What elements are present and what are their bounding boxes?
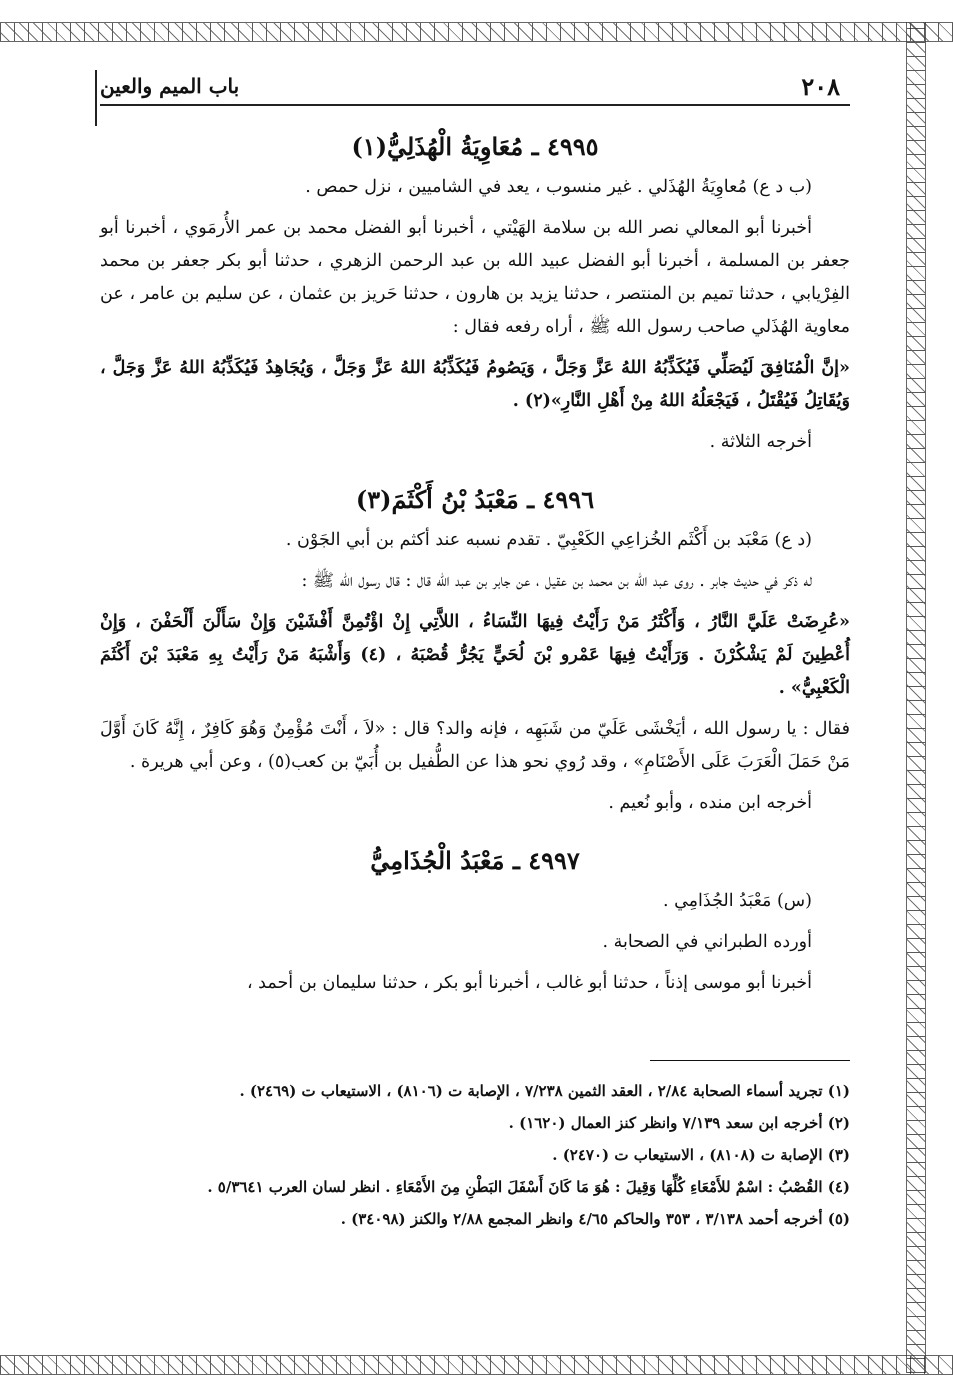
isnad-paragraph: أخبرنا أبو المعالي نصر الله بن سلامة الهَيْتي ، أخبرنا أبو الفضل محمد بن عمر الأُرمَوي ، أخبرنا أبو جعفر بن المسلمة ، أخبرنا أبو الفضل عبيد الله بن عبد الرحمن الزهري ، حدثنا أبو بكر جعفر بن محمد الفِرْيابي ، حدثنا تميم بن المنتصر ، حدثنا يزيد بن هارون ، حدثنا حَريز بن عثمان ، عن سليم بن عامر ، عن معاوية الهُذَلي صاحب رسول الله ﷺ ، أراه رفعه فقال :	[100, 218, 850, 337]
footnote-5: (٥) أخرجه أحمد ٣/١٣٨ ، ٣٥٣ والحاكم ٤/٦٥ وانظر المجمع ٢/٨٨ والكنز (٣٤٠٩٨) .	[340, 1210, 850, 1228]
header-vertical-rule	[95, 70, 97, 126]
source-note: أورده الطبراني في الصحابة .	[602, 932, 812, 952]
footnote-2: (٢) أخرجه ابن سعد ٧/١٣٩ وانظر كنز العمال (١٦٢٠) .	[508, 1114, 850, 1132]
entry-intro: (س) مَعْبَدُ الجُذَامِي .	[662, 891, 812, 911]
entry-title: ٤٩٩٦ ـ مَعْبَدُ بْنُ أَكْثَمَ(٣)	[355, 485, 595, 514]
footnotes	[100, 1077, 850, 1233]
decorative-border-bottom	[0, 1355, 953, 1375]
page-number: ٢٠٨	[801, 72, 840, 101]
takhrij-note: أخرجه ابن منده ، وأبو نُعيم .	[608, 793, 812, 813]
chapter-title: باب الميم والعين	[100, 74, 240, 98]
takhrij-note: أخرجه الثلاثة .	[709, 432, 812, 452]
isnad-paragraph: له ذكر في حديث جابر . روى عبد الله بن محمد بن عقيل ، عن جابر بن عبد الله قال : قال رسول الله ﷺ :	[301, 571, 812, 591]
hadith-text: «إنَّ الْمُنَافِقَ لَيُصَلِّي فَيُكَذِّبُهُ اللهُ عَزَّ وَجَلَّ ، وَيَصُومُ فَيُكَذِّبُهُ اللهُ عَزَّ وَجَلَّ ، وَيُجَاهِدُ فَيُكَذِّبُهُ اللهُ عَزَّ وَجَلَّ ، وَيُقَاتِلُ فَيُقْتَلُ ، فَيَجْعَلُهُ اللهُ مِنْ أَهْلِ النَّارِ»(٢) .	[100, 358, 850, 411]
entry-title: ٤٩٩٧ ـ مَعْبَدُ الْجُذَامِيُّ	[370, 846, 580, 875]
dialogue-paragraph: فقال : يا رسول الله ، أيَخْشَى عَلَيّ من شَبَهِه ، فإنه والد؟ قال : «لاَ ، أَنْتَ مُؤْمِنٌ وَهُوَ كَافِرٌ ، إِنَّهُ كَانَ أَوَّلَ مَنْ حَمَلَ الْعَرَبَ عَلَى الأَصْنَامِ» ، وقد رُوي نحو هذا عن الطُّفيل بن أُبَيّ بن كعب(٥) ، وعن أبي هريرة .	[100, 719, 850, 772]
footnote-3: (٣) الإصابة ت (٨١٠٨) ، الاستيعاب ت (٢٤٧٠) .	[552, 1146, 850, 1164]
entry-intro: (ب د ع) مُعاوِيَةُ الهُذَلي . غير منسوب ، يعد في الشاميين ، نزل حمص .	[305, 177, 812, 197]
isnad-paragraph: أخبرنا أبو موسى إذناً ، حدثنا أبو غالب ، أخبرنا أبو بكر ، حدثنا سليمان بن أحمد ،	[246, 973, 812, 993]
hadith-text: «عُرِضَتْ عَلَيَّ النَّارُ ، وَأَكْثَرُ مَنْ رَأَيْتُ فِيهَا النِّسَاءُ ، اللاَّتِي إِنْ اؤْتُمِنَّ أَفْشَيْنَ وَإِنْ سَأَلْنَ أَلْحَفْنَ ، وَإِنْ أُعْطِينَ لَمْ يَشْكُرْنَ . وَرَأَيْتُ فِيهَا عَمْرو بْنَ لُحَيٍّ يَجُرُّ قُصْبَهُ ، (٤) وَأَشْبَهُ مَنْ رَأَيْتُ بِهِ مَعْبَدَ بْنَ أَكْثَمَ الْكَعْبِيُّ» .	[100, 612, 850, 698]
page-content	[100, 70, 850, 1237]
entry-4996	[100, 485, 850, 820]
page-header	[100, 70, 850, 106]
entry-4997	[100, 846, 850, 1000]
footnote-divider	[650, 1060, 850, 1061]
entry-intro: (د ع) مَعْبَد بن أَكْثَم الخُزاعِي الكَعْبِيّ . تقدم نسبه عند أكثم بن أبي الجَوْن .	[285, 530, 812, 550]
entry-4995	[100, 132, 850, 459]
decorative-border-right	[906, 22, 926, 1373]
decorative-border-top	[0, 22, 953, 42]
footnote-1: (١) تجريد أسماء الصحابة ٢/٨٤ ، العقد الثمين ٧/٢٣٨ ، الإصابة ت (٨١٠٦) ، الاستيعاب ت (٢٤٦٩) .	[239, 1082, 850, 1100]
entry-title: ٤٩٩٥ ـ مُعَاوِيَةُ الْهُذَلِيُّ(١)	[351, 132, 599, 161]
footnote-4: (٤) القُصْبُ : اسْمٌ للأَمْعَاءِ كُلِّهَا وَقِيلَ : هُوَ مَا كَانَ أَسْفَلَ البَطْنِ مِنَ الأَمْعَاءِ . انظر لسان العرب ٥/٣٦٤١ .	[207, 1178, 850, 1196]
